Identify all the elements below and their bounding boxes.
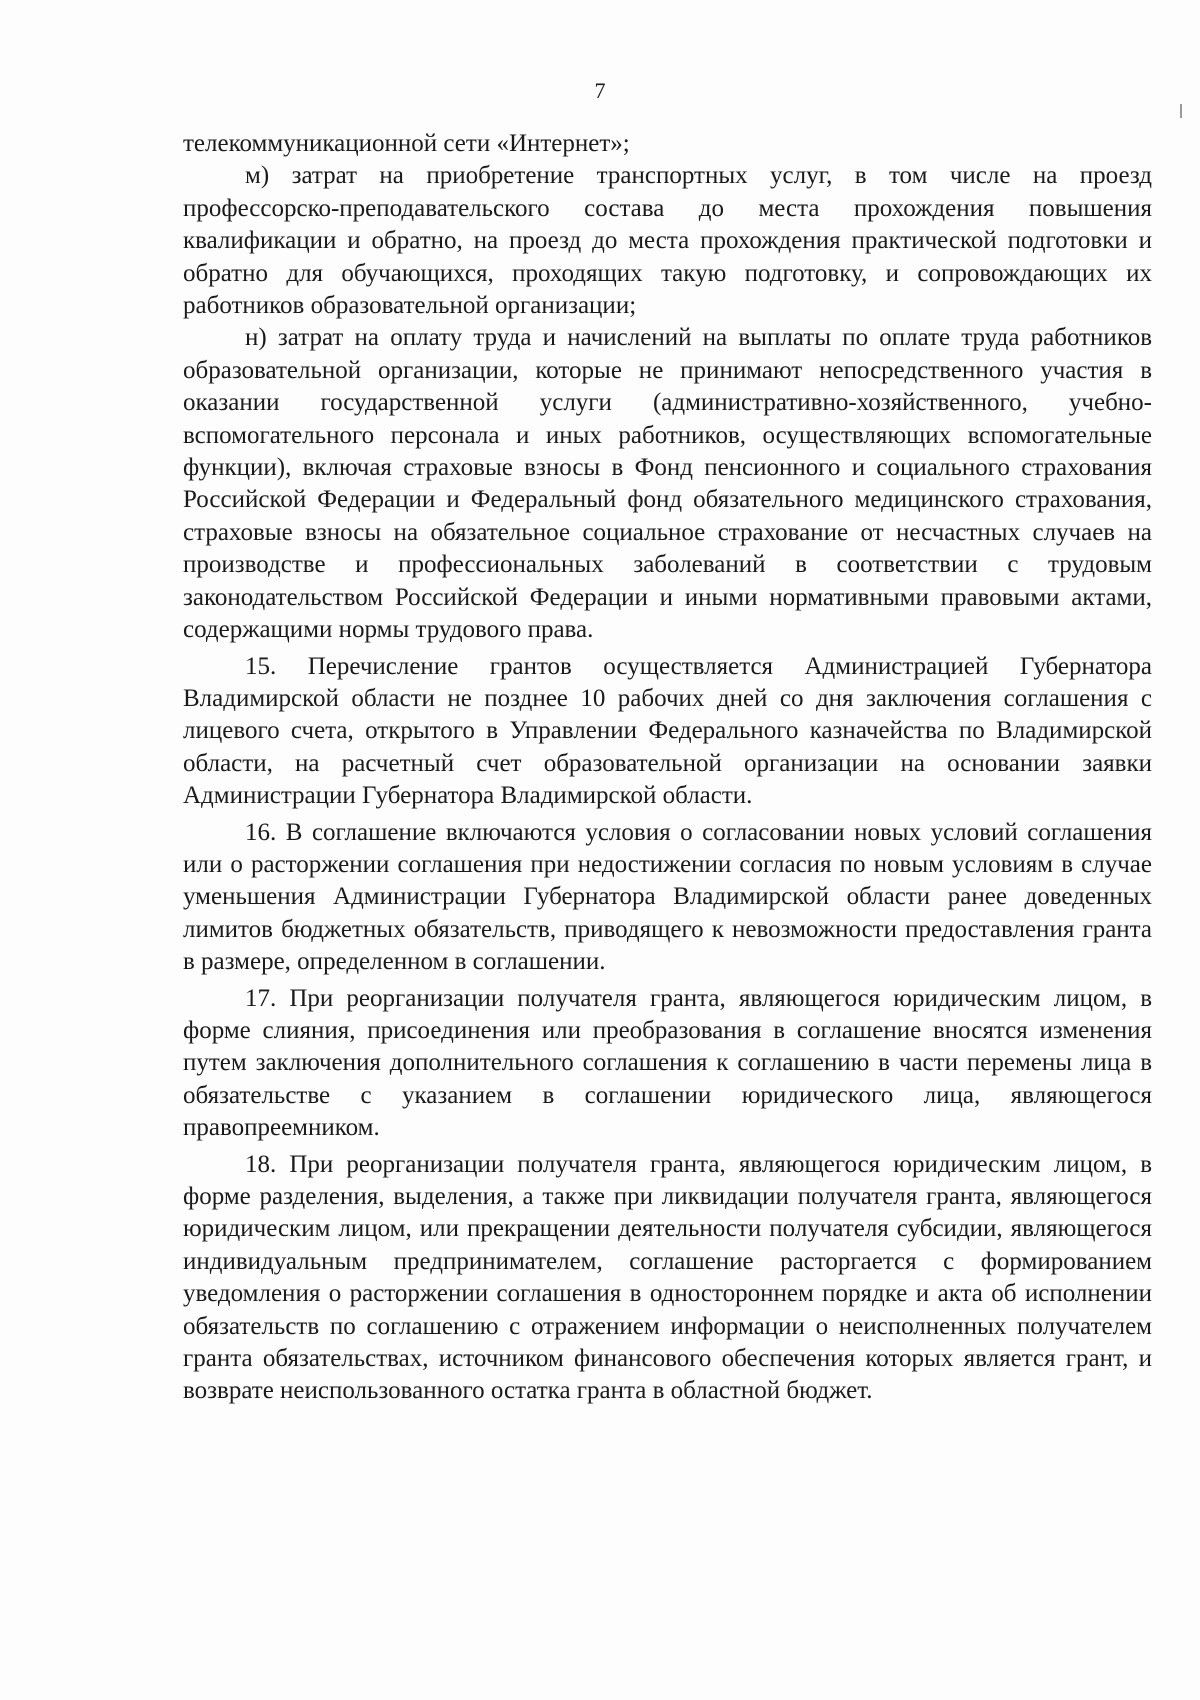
clause-15: 15. Перечисление грантов осуществляется Администрацией Губернатора Владимирской области не позднее 10 рабочих дней со дня заключения соглашения с лицевого счета, открытого в Управлении Федерального казначейства по Владимирской области, на расчетный счет образовательной организации на основании заявки Администрации Губернатора Владимирской области. [183, 652, 1152, 810]
clause-17: 17. При реорганизации получателя гранта, являющегося юридическим лицом, в форме слияния, присоединения или преобразования в соглашение вносятся изменения путем заключения дополнительного соглашения к соглашению в части перемены лица в обязательстве с указанием в соглашении юридического лица, являющегося правопреемником. [183, 984, 1152, 1142]
list-item-m: м) затрат на приобретение транспортных услуг, в том числе на проезд профессорско-преподавательского состава до места прохождения повышения квалификации и обратно, на проезд до места прохождения практической подготовки и обратно для обучающихся, проходящих такую подготовку, и сопровождающих их работников образовательной организации; [183, 162, 1152, 320]
clause-16: 16. В соглашение включаются условия о согласовании новых условий соглашения или о расторжении соглашения при недостижении согласия по новым условиям в случае уменьшения Администрации Губернатора Владимирской области ранее доведенных лимитов бюджетных обязательств, приводящего к невозможности предоставления гранта в размере, определенном в соглашении. [183, 818, 1152, 976]
list-item-n: н) затрат на оплату труда и начислений на выплаты по оплате труда работников образовательной организации, которые не принимают непосредственного участия в оказании государственной услуги (административно-хозяйственного, учебно-вспомогательного персонала и иных работников, осуществляющих вспомогательные функции), включая страховые взносы в Фонд пенсионного и социального страхования Российской Федерации и Федеральный фонд обязательного медицинского страхования, страховые взносы на обязательное социальное страхование от несчастных случаев на производстве и профессиональных заболеваний в соответствии с трудовым законодательством Российской Федерации и иными нормативными правовыми актами, содержащими нормы трудового права. [183, 324, 1152, 644]
document-body [183, 128, 1152, 1408]
paragraph-continuation: телекоммуникационной сети «Интернет»; [183, 130, 630, 157]
clause-18: 18. При реорганизации получателя гранта, являющегося юридическим лицом, в форме разделения, выделения, а также при ликвидации получателя гранта, являющегося юридическим лицом, или прекращении деятельности получателя субсидии, являющегося индивидуальным предпринимателем, соглашение расторгается с формированием уведомления о расторжении соглашения в одностороннем порядке и акта об исполнении обязательств по соглашению с отражением информации о неисполненных получателем гранта обязательствах, источником финансового обеспечения которых является грант, и возврате неиспользованного остатка гранта в областной бюджет. [183, 1150, 1152, 1405]
scan-artifact-mark [1180, 104, 1182, 118]
page-number: 7 [594, 78, 606, 103]
